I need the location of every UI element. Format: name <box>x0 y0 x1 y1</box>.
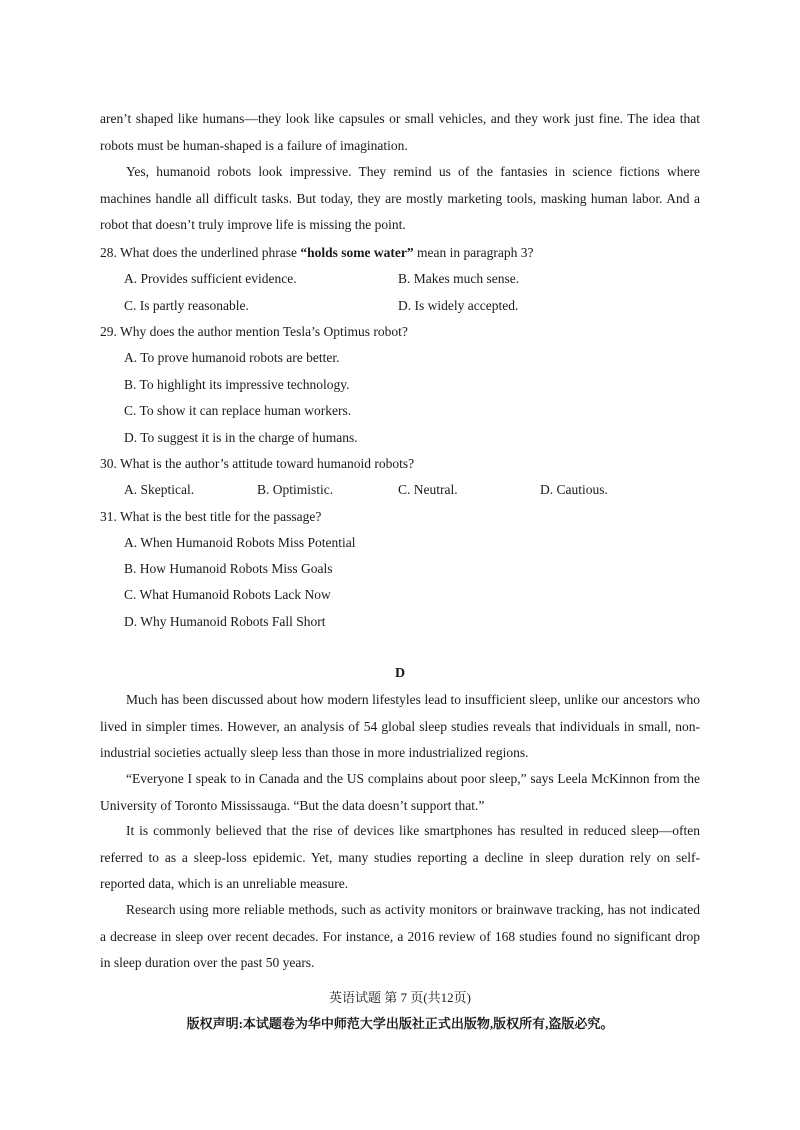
question-31-option-c[interactable]: C. What Humanoid Robots Lack Now <box>124 587 331 602</box>
question-28-stem-prefix: 28. What does the underlined phrase <box>100 245 301 260</box>
passage-d-paragraph-1: Much has been discussed about how modern lifestyles lead to insufficient sleep, unlike our ancestors who lived in simpler times. However, an analysis of 54 global sleep studies reveals that individuals in small, non-industrial societies actually sleep less than those in more industrialized regions. <box>100 692 700 760</box>
question-28-stem <box>100 244 534 262</box>
passage-d-letter: D <box>394 666 406 681</box>
question-31-stem: 31. What is the best title for the passage? <box>100 509 322 524</box>
question-28-highlight-phrase: “holds some water” <box>300 245 414 260</box>
question-29-stem: 29. Why does the author mention Tesla’s Optimus robot? <box>100 324 408 339</box>
question-29-option-d[interactable]: D. To suggest it is in the charge of humans. <box>124 430 358 445</box>
question-31-option-b[interactable]: B. How Humanoid Robots Miss Goals <box>124 561 333 576</box>
question-28-option-d[interactable]: D. Is widely accepted. <box>398 298 519 313</box>
question-30-option-b[interactable]: B. Optimistic. <box>257 482 334 497</box>
passage-c-paragraph-1: aren’t shaped like humans—they look like capsules or small vehicles, and they work just fine. The idea that robots must be human-shaped is a failure of imagination. <box>100 111 700 153</box>
passage-d-paragraph-4: Research using more reliable methods, such as activity monitors or brainwave tracking, has not indicated a decrease in sleep over recent decades. For instance, a 2016 review of 168 studies found no significant drop in sleep duration over the past 50 years. <box>100 902 700 970</box>
question-29-option-a[interactable]: A. To prove humanoid robots are better. <box>124 350 340 365</box>
question-28-option-b[interactable]: B. Makes much sense. <box>398 271 520 286</box>
question-30-option-d[interactable]: D. Cautious. <box>540 482 608 497</box>
question-28-option-a[interactable]: A. Provides sufficient evidence. <box>124 271 297 286</box>
passage-c-paragraph-2: Yes, humanoid robots look impressive. They remind us of the fantasies in science fictions where machines handle all difficult tasks. But today, they are mostly marketing tools, masking human labor. And a robot that doesn’t truly improve life is missing the point. <box>100 164 700 232</box>
question-28-option-c[interactable]: C. Is partly reasonable. <box>124 298 249 313</box>
question-28-stem-suffix: mean in paragraph 3? <box>413 245 534 260</box>
page-number-label: 英语试题 第 7 页(共12页) <box>329 990 471 1005</box>
passage-d-paragraph-3: It is commonly believed that the rise of devices like smartphones has resulted in reduced sleep—often referred to as a sleep-loss epidemic. Yet, many studies reporting a decline in sleep duration rely on self-reported data, which is an unreliable measure. <box>100 823 700 891</box>
question-29-option-b[interactable]: B. To highlight its impressive technology. <box>124 377 350 392</box>
question-31-option-a[interactable]: A. When Humanoid Robots Miss Potential <box>124 535 356 550</box>
question-30-option-c[interactable]: C. Neutral. <box>398 482 458 497</box>
question-29-option-c[interactable]: C. To show it can replace human workers. <box>124 403 352 418</box>
copyright-notice: 版权声明:本试题卷为华中师范大学出版社正式出版物,版权所有,盗版必究。 <box>186 1016 614 1031</box>
question-30-stem: 30. What is the author’s attitude toward humanoid robots? <box>100 456 415 471</box>
question-30-option-a[interactable]: A. Skeptical. <box>124 482 195 497</box>
passage-d-paragraph-2: “Everyone I speak to in Canada and the US complains about poor sleep,” says Leela McKinnon from the University of Toronto Mississauga. “But the data doesn’t support that.” <box>100 771 700 813</box>
question-31-option-d[interactable]: D. Why Humanoid Robots Fall Short <box>124 614 326 629</box>
